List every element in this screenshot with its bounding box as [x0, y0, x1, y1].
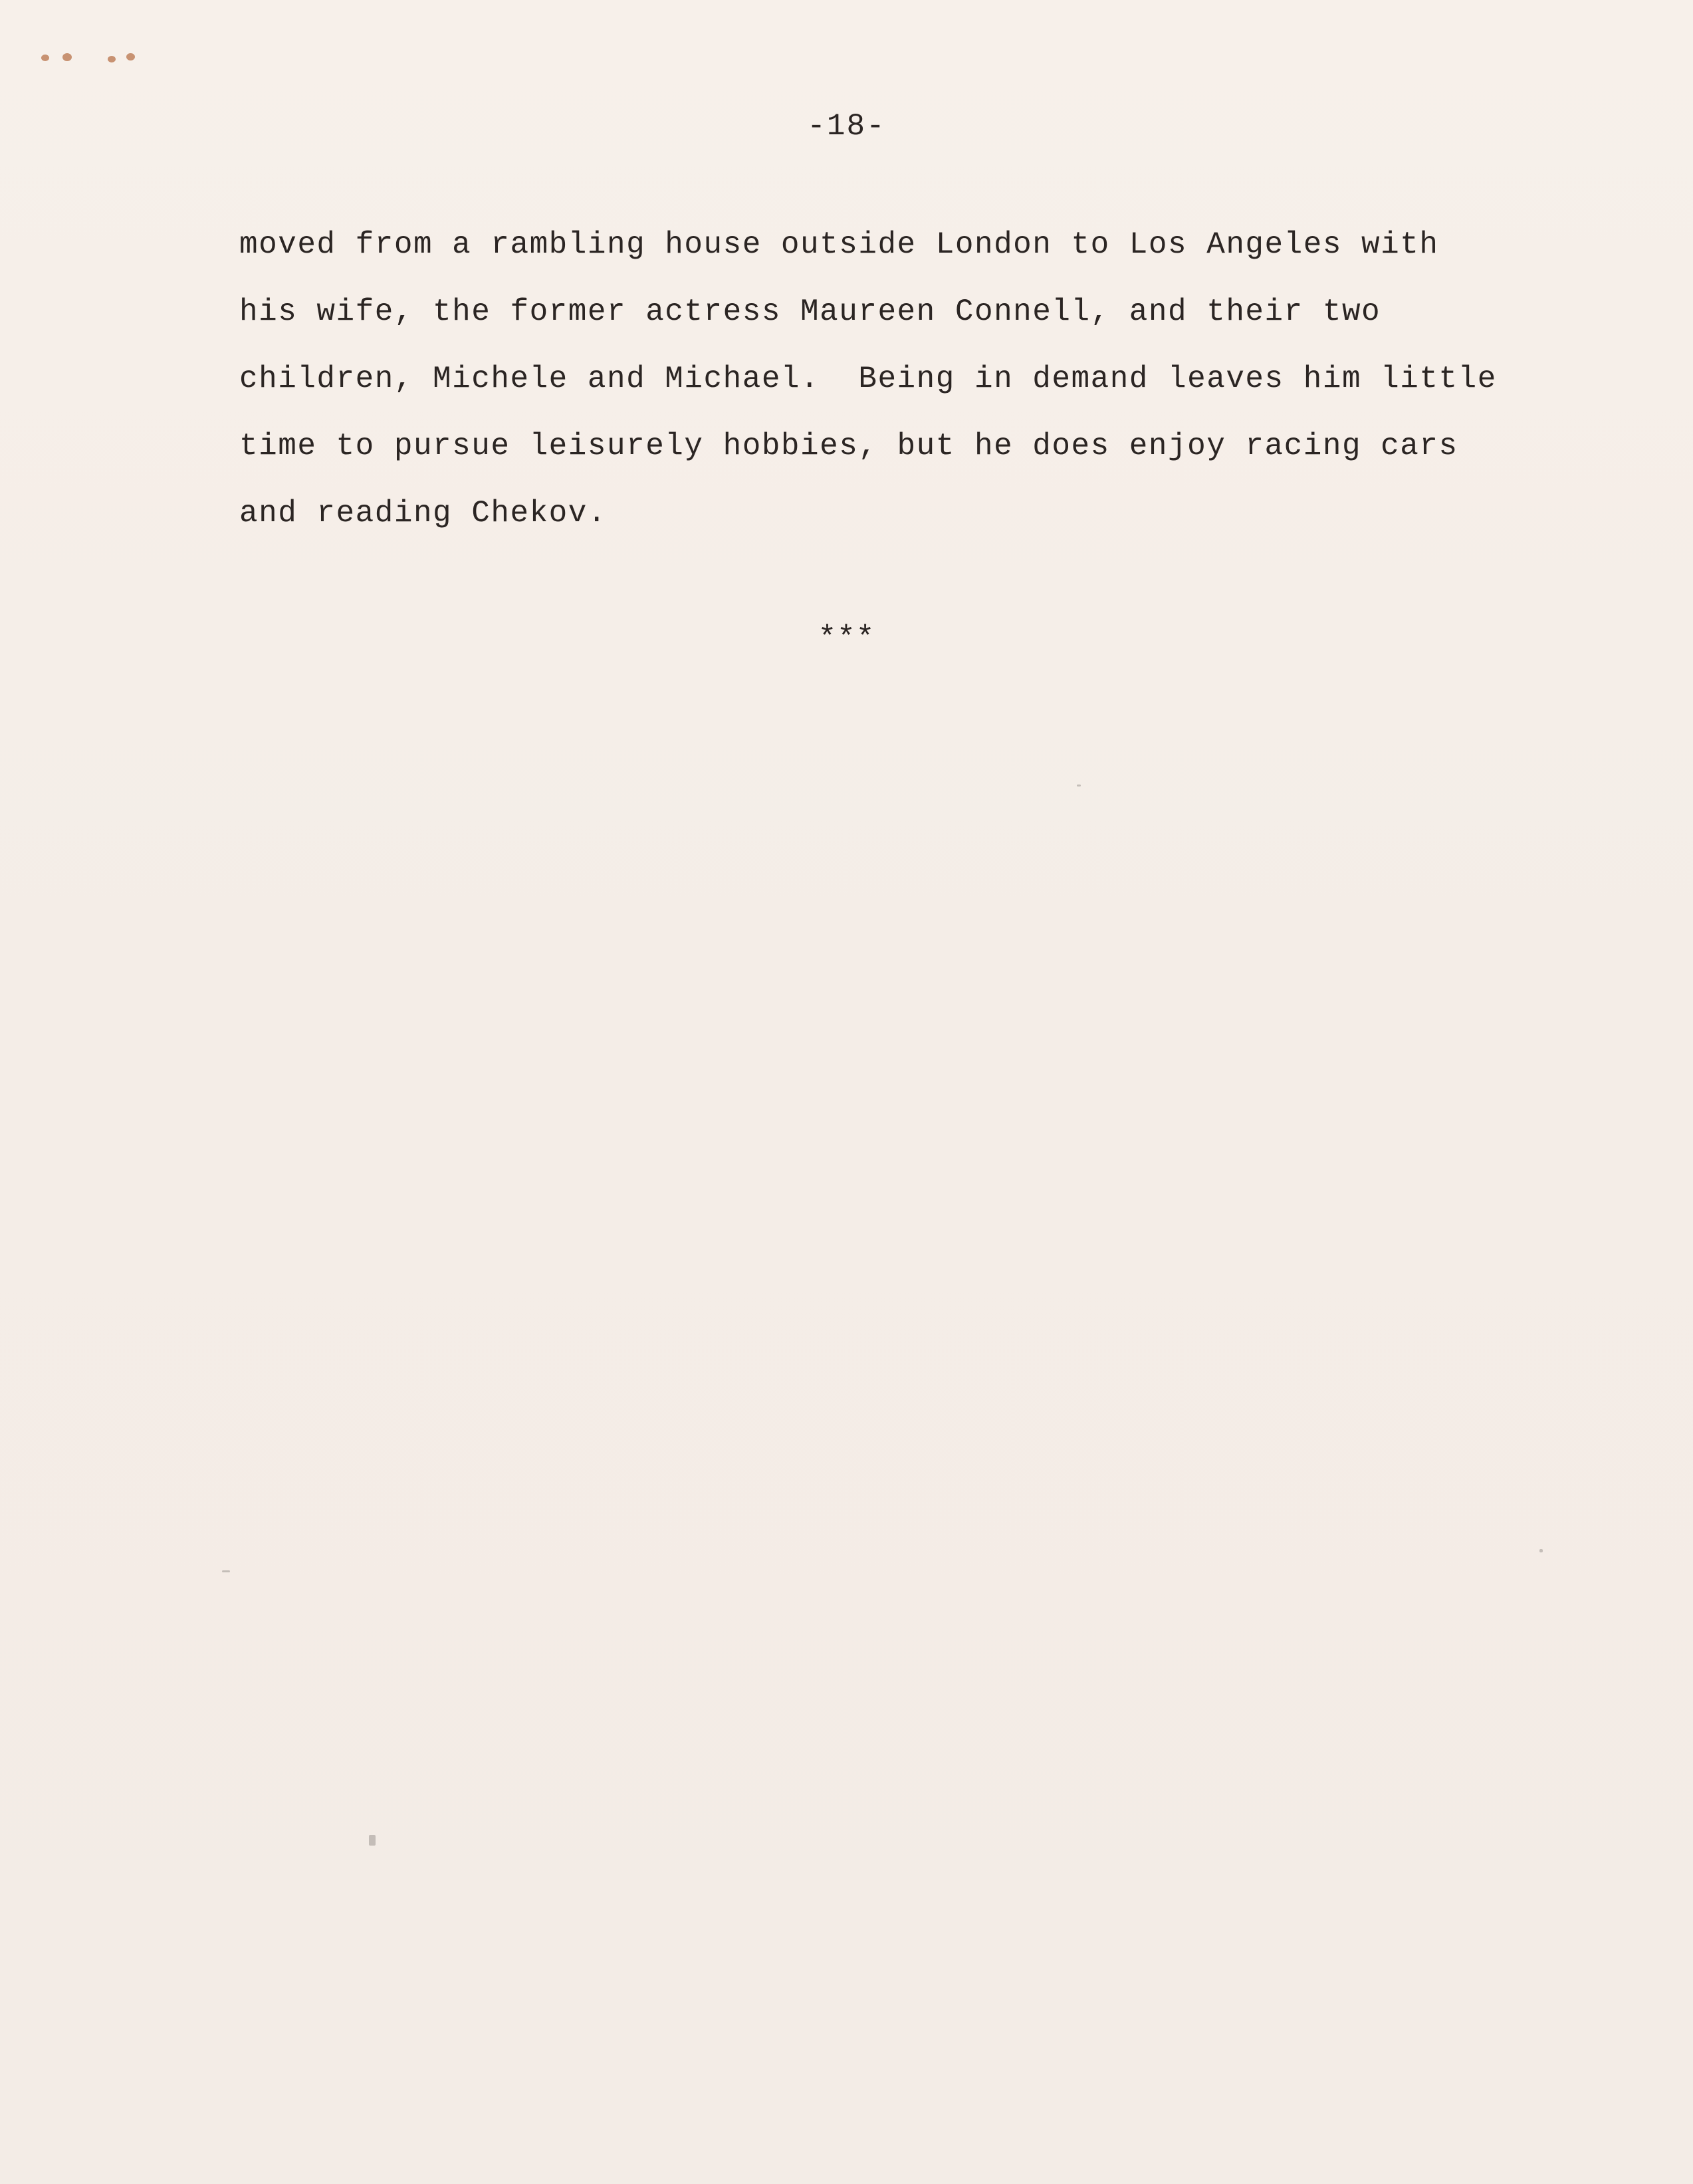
text-line: moved from a rambling house outside London to Los Angeles with — [239, 227, 1439, 262]
page-number: -18- — [807, 109, 886, 144]
end-mark: *** — [818, 621, 875, 656]
text-line: and reading Chekov. — [239, 496, 607, 531]
text-line: children, Michele and Michael. Being in demand leaves him little — [239, 362, 1497, 396]
text-line: his wife, the former actress Maureen Connell, and their two — [239, 295, 1381, 329]
text-line: time to pursue leisurely hobbies, but he does enjoy racing cars — [239, 429, 1458, 463]
body-paragraph — [239, 211, 1569, 547]
